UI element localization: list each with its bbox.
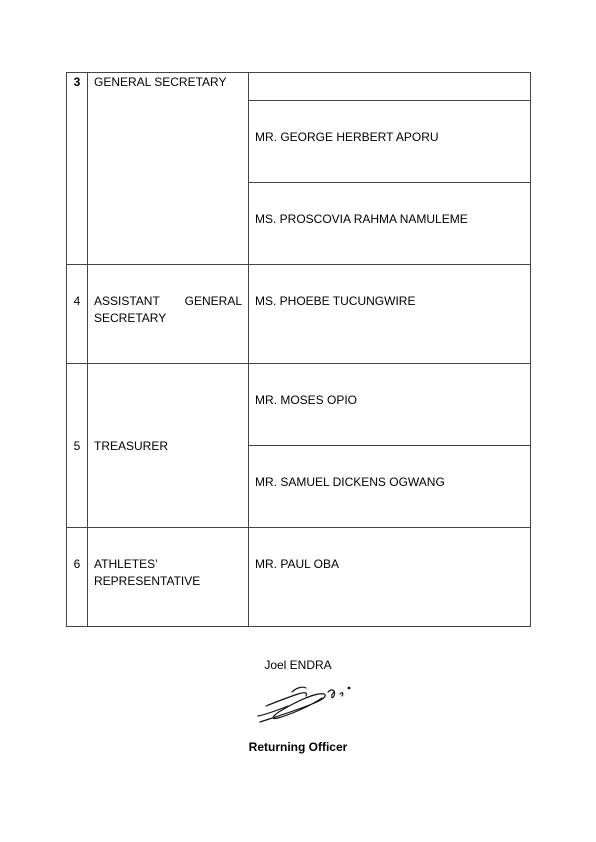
row-number-cell [67, 364, 88, 528]
officer-title: Returning Officer [248, 740, 348, 754]
candidate-name: MS. PHOEBE TUCUNGWIRE [255, 294, 416, 308]
candidate-name: MS. PROSCOVIA RAHMA NAMULEME [255, 212, 468, 226]
position-title: TREASURER [94, 438, 169, 453]
position-cell [88, 364, 249, 528]
position-title-line2: SECRETARY [94, 311, 167, 325]
table-row [67, 528, 531, 627]
row-number-cell [67, 73, 88, 265]
position-cell [88, 528, 249, 627]
candidate-cell [249, 446, 531, 528]
position-cell [88, 73, 249, 265]
candidate-cell [249, 265, 531, 364]
row-number: 4 [73, 294, 81, 308]
candidate-name: MR. GEORGE HERBERT APORU [255, 130, 439, 144]
handwritten-signature [252, 682, 356, 728]
position-title-line1: ATHLETES’ [94, 557, 158, 571]
table-row [67, 265, 531, 364]
row-number: 6 [73, 557, 81, 571]
position-cell [88, 265, 249, 364]
candidate-name: MR. MOSES OPIO [255, 393, 358, 407]
position-title-line1: ASSISTANT GENERAL [94, 294, 242, 308]
officer-name: Joel ENDRA [264, 658, 332, 672]
candidate-cell [249, 364, 531, 446]
table-row [67, 364, 531, 446]
row-number-cell [67, 528, 88, 627]
candidate-name: MR. SAMUEL DICKENS OGWANG [255, 475, 445, 489]
row-number: 5 [73, 438, 81, 453]
row-number: 3 [73, 75, 81, 89]
table-row [67, 73, 531, 101]
candidate-cell [249, 528, 531, 627]
row-number-cell [67, 265, 88, 364]
candidate-cell [249, 183, 531, 265]
election-results-table [66, 72, 531, 627]
candidate-cell-empty [249, 73, 531, 101]
candidate-cell [249, 101, 531, 183]
position-title: GENERAL SECRETARY [94, 75, 227, 89]
candidate-name: MR. PAUL OBA [255, 557, 340, 571]
position-title-line2: REPRESENTATIVE [94, 574, 201, 588]
